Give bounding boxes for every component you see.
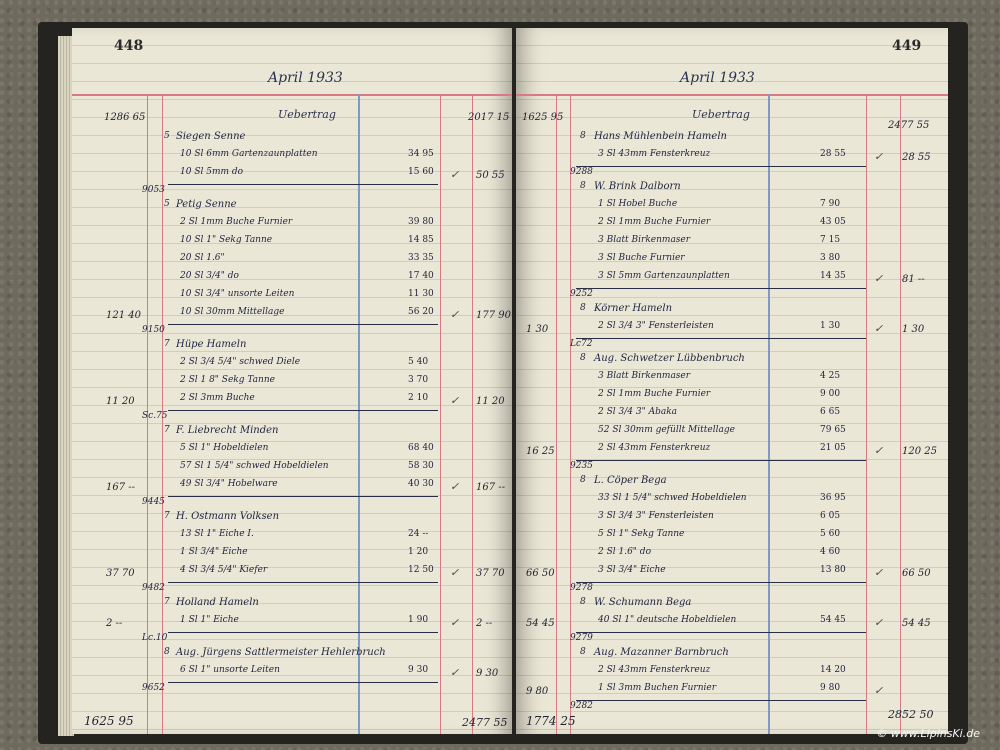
entry-item: 49 Sl 3/4" Hobelware xyxy=(180,479,278,489)
entry-ref: 9252 xyxy=(570,289,593,299)
check-mark: ✓ xyxy=(874,566,884,579)
right-page xyxy=(516,28,948,734)
left-carried-label: Uebertrag xyxy=(278,108,336,121)
entry-amount: 2 10 xyxy=(408,393,429,403)
entry-item: 10 Sl 6mm Gartenzaunplatten xyxy=(180,149,318,159)
entry-amount: 5 40 xyxy=(408,357,429,367)
entry-amount: 3 70 xyxy=(408,375,429,385)
entry-amount: 14 35 xyxy=(820,271,846,281)
entry-amount: 6 05 xyxy=(820,511,841,521)
entry-total: 1 30 xyxy=(902,324,925,335)
right-carried-label: Uebertrag xyxy=(692,108,750,121)
entry-amount: 13 80 xyxy=(820,565,846,575)
entry-amount: 7 90 xyxy=(820,199,841,209)
entry-ref: 9278 xyxy=(570,583,593,593)
entry-amount: 24 -- xyxy=(408,529,429,539)
entry-amount: 58 30 xyxy=(408,461,434,471)
entry-item: 2 Sl 1mm Buche Furnier xyxy=(180,217,293,227)
check-mark: ✓ xyxy=(874,444,884,457)
entry-amount: 4 60 xyxy=(820,547,841,557)
entry-rule xyxy=(576,582,866,583)
entry-amount: 34 95 xyxy=(408,149,434,159)
entry-left-amount: 167 -- xyxy=(106,482,136,493)
entry-item: 2 Sl 3mm Buche xyxy=(180,393,255,403)
entry-name: Hans Mühlenbein Hameln xyxy=(594,131,727,142)
entry-item: 13 Sl 1" Eiche I. xyxy=(180,529,254,539)
entry-item: 57 Sl 1 5/4" schwed Hobeldielen xyxy=(180,461,329,471)
entry-rule xyxy=(576,288,866,289)
entry-total: 81 -- xyxy=(902,274,925,285)
entry-name: Aug. Jürgens Sattlermeister Hehlerbruch xyxy=(176,647,386,658)
entry-item: 2 Sl 43mm Fensterkreuz xyxy=(598,665,711,675)
entry-amount: 14 20 xyxy=(820,665,846,675)
entry-item: 2 Sl 1.6" do xyxy=(598,547,651,557)
entry-item: 3 Sl 3/4" Eiche xyxy=(598,565,666,575)
entry-day: 8 xyxy=(580,597,586,607)
entry-item: 1 Sl 1" Eiche xyxy=(180,615,239,625)
entry-item: 2 Sl 1 8" Sekg Tanne xyxy=(180,375,275,385)
check-mark: ✓ xyxy=(450,616,460,629)
entry-amount: 36 95 xyxy=(820,493,846,503)
check-mark: ✓ xyxy=(450,666,460,679)
entry-day: 8 xyxy=(580,475,586,485)
check-mark: ✓ xyxy=(450,394,460,407)
entry-amount: 1 20 xyxy=(408,547,429,557)
entry-day: 5 xyxy=(164,131,170,141)
entry-rule xyxy=(576,460,866,461)
entry-amount: 9 30 xyxy=(408,665,429,675)
entry-total: 37 70 xyxy=(476,568,505,579)
entry-item: 20 Sl 1.6" xyxy=(180,253,225,263)
entry-item: 10 Sl 1" Sekg Tanne xyxy=(180,235,273,245)
entry-rule xyxy=(168,324,438,325)
entry-amount: 79 65 xyxy=(820,425,846,435)
entry-ref: 9652 xyxy=(142,683,165,693)
entry-name: W. Schumann Bega xyxy=(594,597,692,608)
entry-amount: 9 80 xyxy=(820,683,841,693)
left-total-rule-2 xyxy=(472,94,473,734)
entry-item: 2 Sl 1mm Buche Furnier xyxy=(598,389,711,399)
entry-item: 1 Sl Hobel Buche xyxy=(598,199,678,209)
entry-item: 20 Sl 3/4" do xyxy=(180,271,239,281)
entry-amount: 12 50 xyxy=(408,565,434,575)
entry-amount: 56 20 xyxy=(408,307,434,317)
entry-ref: 9445 xyxy=(142,497,165,507)
entry-item: 3 Sl Buche Furnier xyxy=(598,253,685,263)
entry-total: 66 50 xyxy=(902,568,931,579)
entry-name: L. Cöper Bega xyxy=(594,475,667,486)
entry-left-amount: 1 30 xyxy=(526,324,549,335)
entry-item: 1 Sl 3mm Buchen Furnier xyxy=(598,683,717,693)
entry-day: 7 xyxy=(164,339,170,349)
entry-ref: 9482 xyxy=(142,583,165,593)
check-mark: ✓ xyxy=(450,168,460,181)
entry-amount: 43 05 xyxy=(820,217,846,227)
entry-item: 1 Sl 3/4" Eiche xyxy=(180,547,248,557)
entry-total: 177 90 xyxy=(476,310,511,321)
entry-day: 5 xyxy=(164,199,170,209)
right-total-rule xyxy=(866,94,867,734)
entry-amount: 33 35 xyxy=(408,253,434,263)
entry-item: 2 Sl 1mm Buche Furnier xyxy=(598,217,711,227)
entry-item: 33 Sl 1 5/4" schwed Hobeldielen xyxy=(598,493,747,503)
entry-left-amount: 16 25 xyxy=(526,446,555,457)
entry-item: 3 Sl 3/4 3" Fensterleisten xyxy=(598,511,714,521)
entry-left-amount: 11 20 xyxy=(106,396,135,407)
left-bottom-left-total: 1625 95 xyxy=(84,714,134,728)
entry-rule xyxy=(576,632,866,633)
entry-ref: 9235 xyxy=(570,461,593,471)
entry-left-amount: 66 50 xyxy=(526,568,555,579)
entry-left-amount: 37 70 xyxy=(106,568,135,579)
entry-item: 4 Sl 3/4 5/4" Kiefer xyxy=(180,565,268,575)
check-mark: ✓ xyxy=(874,322,884,335)
entry-name: Aug. Schwetzer Lübbenbruch xyxy=(594,353,745,364)
check-mark: ✓ xyxy=(450,480,460,493)
entry-name: W. Brink Dalborn xyxy=(594,181,681,192)
entry-rule xyxy=(168,184,438,185)
entry-day: 7 xyxy=(164,425,170,435)
entry-item: 3 Sl 43mm Fensterkreuz xyxy=(598,149,711,159)
entry-amount: 21 05 xyxy=(820,443,846,453)
entry-total: 2 -- xyxy=(476,618,493,629)
entry-name: Petig Senne xyxy=(176,199,237,210)
entry-rule xyxy=(168,410,438,411)
entry-total: 120 25 xyxy=(902,446,937,457)
entry-total: 50 55 xyxy=(476,170,505,181)
entry-day: 8 xyxy=(580,303,586,313)
entry-amount: 15 60 xyxy=(408,167,434,177)
entry-amount: 28 55 xyxy=(820,149,846,159)
entry-amount: 17 40 xyxy=(408,271,434,281)
entry-left-amount: 121 40 xyxy=(106,310,141,321)
right-month: April 1933 xyxy=(680,70,755,86)
entry-amount: 1 30 xyxy=(820,321,841,331)
entry-left-amount: 2 -- xyxy=(106,618,123,629)
entry-amount: 9 00 xyxy=(820,389,841,399)
left-header-rule xyxy=(72,94,512,96)
left-bottom-right-total: 2477 55 xyxy=(462,716,508,729)
entry-amount: 68 40 xyxy=(408,443,434,453)
entry-day: 8 xyxy=(580,181,586,191)
right-amount-rule xyxy=(768,94,770,734)
entry-day: 8 xyxy=(580,353,586,363)
entry-rule xyxy=(576,338,866,339)
right-total-rule-2 xyxy=(900,94,901,734)
entry-ref: 9288 xyxy=(570,167,593,177)
check-mark: ✓ xyxy=(450,308,460,321)
entry-item: 5 Sl 1" Sekg Tanne xyxy=(598,529,685,539)
check-mark: ✓ xyxy=(450,566,460,579)
entry-day: 7 xyxy=(164,597,170,607)
entry-amount: 39 80 xyxy=(408,217,434,227)
entry-rule xyxy=(168,496,438,497)
entry-total: 54 45 xyxy=(902,618,931,629)
left-top-left-total: 1286 65 xyxy=(104,112,146,123)
entry-item: 3 Blatt Birkenmaser xyxy=(598,235,691,245)
entry-amount: 6 65 xyxy=(820,407,841,417)
entry-item: 10 Sl 30mm Mittellage xyxy=(180,307,285,317)
entry-item: 2 Sl 3/4 5/4" schwed Diele xyxy=(180,357,301,367)
entry-rule xyxy=(168,682,438,683)
entry-day: 7 xyxy=(164,511,170,521)
entry-name: Körner Hameln xyxy=(594,303,673,314)
entry-item: 52 Sl 30mm gefüllt Mittellage xyxy=(598,425,735,435)
right-margin-rule xyxy=(556,94,557,734)
entry-amount: 7 15 xyxy=(820,235,841,245)
entry-amount: 11 30 xyxy=(408,289,434,299)
left-page xyxy=(72,28,512,734)
entry-name: Holland Hameln xyxy=(176,597,259,608)
entry-day: 8 xyxy=(580,131,586,141)
right-bottom-left-total: 1774 25 xyxy=(526,714,576,728)
entry-total: 28 55 xyxy=(902,152,931,163)
entry-ref: Lc72 xyxy=(570,339,593,349)
entry-amount: 1 90 xyxy=(408,615,429,625)
entry-name: Siegen Senne xyxy=(176,131,246,142)
entry-item: 2 Sl 3/4 3" Abaka xyxy=(598,407,678,417)
entry-item: 6 Sl 1" unsorte Leiten xyxy=(180,665,280,675)
left-page-number: 448 xyxy=(114,38,144,54)
entry-left-amount: 54 45 xyxy=(526,618,555,629)
entry-left-amount: 9 80 xyxy=(526,686,549,697)
left-carried-amount: 2017 15 xyxy=(468,112,510,123)
entry-amount: 4 25 xyxy=(820,371,841,381)
check-mark: ✓ xyxy=(874,150,884,163)
watermark: © www.LipinsKi.de xyxy=(876,727,980,740)
entry-rule xyxy=(576,166,866,167)
entry-amount: 5 60 xyxy=(820,529,841,539)
entry-day: 8 xyxy=(164,647,170,657)
entry-total: 9 30 xyxy=(476,668,499,679)
entry-item: 5 Sl 1" Hobeldielen xyxy=(180,443,269,453)
entry-ref: 9150 xyxy=(142,325,165,335)
right-top-left-total: 1625 95 xyxy=(522,112,564,123)
right-header-rule xyxy=(516,94,948,96)
entry-item: 10 Sl 3/4" unsorte Leiten xyxy=(180,289,295,299)
entry-name: Aug. Mazanner Barnbruch xyxy=(594,647,729,658)
check-mark: ✓ xyxy=(874,616,884,629)
entry-ref: 9282 xyxy=(570,701,593,711)
entry-name: H. Ostmann Volksen xyxy=(176,511,280,522)
left-month: April 1933 xyxy=(268,70,343,86)
entry-name: Hüpe Hameln xyxy=(176,339,247,350)
entry-ref: 9053 xyxy=(142,185,165,195)
entry-total: 11 20 xyxy=(476,396,505,407)
entry-amount: 54 45 xyxy=(820,615,846,625)
right-bottom-right-total: 2852 50 xyxy=(888,708,934,721)
entry-item: 3 Blatt Birkenmaser xyxy=(598,371,691,381)
entry-ref: 9279 xyxy=(570,633,593,643)
entry-amount: 3 80 xyxy=(820,253,841,263)
right-page-number: 449 xyxy=(892,38,922,54)
left-total-rule xyxy=(440,94,441,734)
right-top-right-total: 2477 55 xyxy=(888,120,930,131)
entry-item: 2 Sl 3/4 3" Fensterleisten xyxy=(598,321,714,331)
entry-rule xyxy=(168,632,438,633)
entry-name: F. Liebrecht Minden xyxy=(176,425,279,436)
entry-rule xyxy=(576,700,866,701)
check-mark: ✓ xyxy=(874,684,884,697)
entry-total: 167 -- xyxy=(476,482,506,493)
entry-item: 10 Sl 5mm do xyxy=(180,167,244,177)
check-mark: ✓ xyxy=(874,272,884,285)
entry-ref: Sc.75 xyxy=(142,411,168,421)
entry-amount: 14 85 xyxy=(408,235,434,245)
entry-rule xyxy=(168,582,438,583)
entry-item: 2 Sl 43mm Fensterkreuz xyxy=(598,443,711,453)
left-amount-rule xyxy=(358,94,360,734)
entry-item: 3 Sl 5mm Gartenzaunplatten xyxy=(598,271,730,281)
entry-day: 8 xyxy=(580,647,586,657)
entry-ref: Lc.10 xyxy=(142,633,168,643)
entry-item: 40 Sl 1" deutsche Hobeldielen xyxy=(598,615,737,625)
entry-amount: 40 30 xyxy=(408,479,434,489)
